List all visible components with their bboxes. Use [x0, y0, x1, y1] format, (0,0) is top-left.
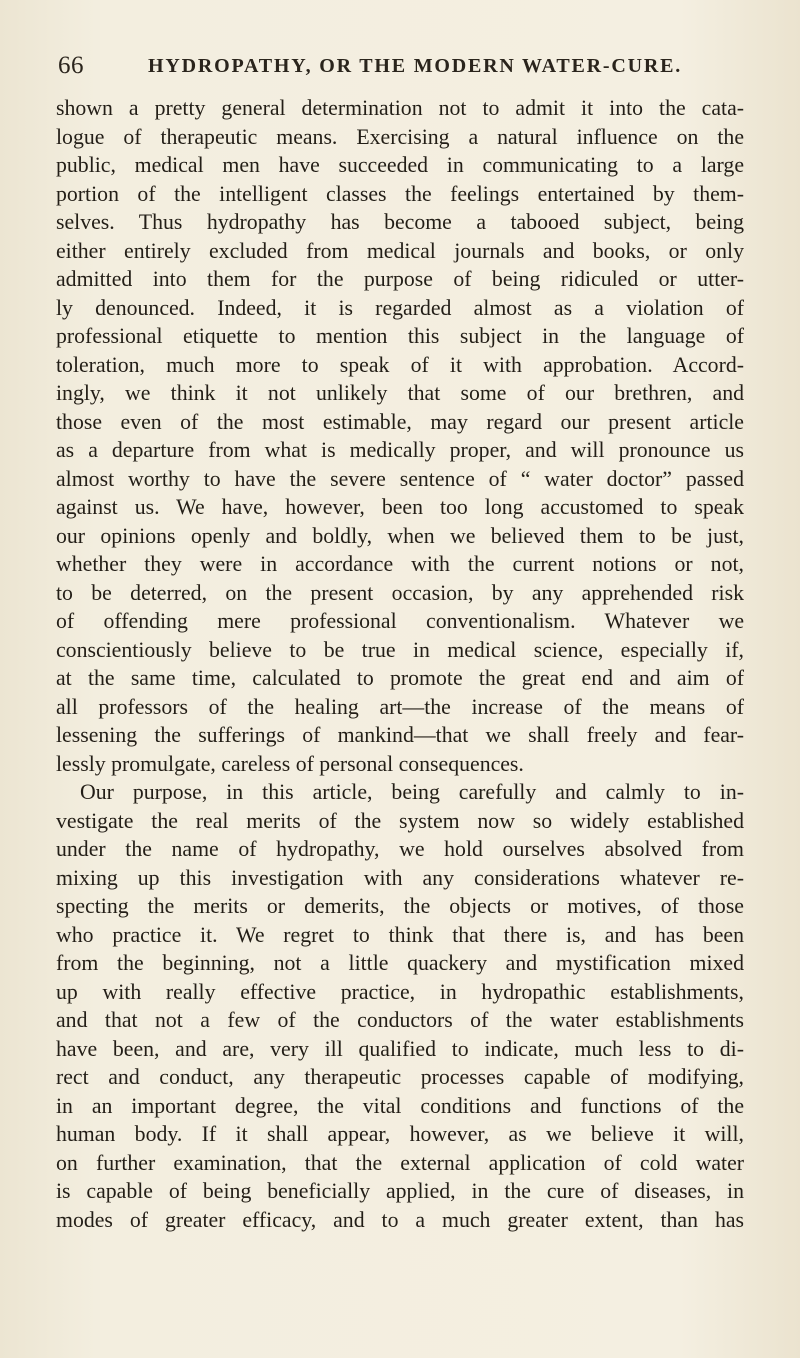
- text-line: portion of the intelligent classes the feelings entertained by them-: [56, 181, 744, 206]
- text-line: have been, and are, very ill qualified to indicate, much less to di-: [56, 1036, 744, 1061]
- text-line: at the same time, calculated to promote the great end and aim of: [56, 666, 744, 690]
- running-title: HYDROPATHY, OR THE MODERN WATER-CURE.: [148, 55, 683, 77]
- text-line: toleration, much more to speak of it with approbation. Accord-: [56, 352, 744, 377]
- text-line: against us. We have, however, been too long accustomed to speak: [56, 495, 744, 519]
- text-line: in an important degree, the vital conditions and functions of the: [56, 1093, 744, 1118]
- text-line: modes of greater efficacy, and to a much greater extent, than has: [56, 1207, 744, 1232]
- text-line: shown a pretty general determination not to admit it into the cata-: [56, 96, 744, 120]
- text-line: on further examination, that the external application of cold water: [56, 1150, 744, 1175]
- text-line: under the name of hydropathy, we hold ourselves absolved from: [56, 837, 744, 861]
- paragraph-start-line: Our purpose, in this article, being carefully and calmly to in-: [80, 780, 744, 804]
- text-line: human body. If it shall appear, however, as we believe it will,: [56, 1122, 744, 1146]
- text-line: lessening the sufferings of mankind—that we shall freely and fear-: [56, 723, 744, 747]
- text-line: mixing up this investigation with any considerations whatever re-: [56, 865, 744, 890]
- text-line: public, medical men have succeeded in communicating to a large: [56, 153, 744, 177]
- text-line: who practice it. We regret to think that there is, and has been: [56, 922, 744, 947]
- text-line: all professors of the healing art—the increase of the means of: [56, 694, 744, 719]
- text-line: whether they were in accordance with the current notions or not,: [56, 552, 744, 576]
- text-line: of offending mere professional conventionalism. Whatever we: [56, 609, 744, 633]
- text-line: up with really effective practice, in hydropathic establishments,: [56, 979, 744, 1004]
- text-line: almost worthy to have the severe sentence of “ water doctor” passed: [56, 466, 744, 491]
- text-line: as a departure from what is medically proper, and will pronounce us: [56, 438, 744, 462]
- text-line: rect and conduct, any therapeutic processes capable of modifying,: [56, 1065, 744, 1089]
- text-line: either entirely excluded from medical journals and books, or only: [56, 238, 744, 263]
- text-line: ly denounced. Indeed, it is regarded almost as a violation of: [56, 295, 744, 320]
- text-line: from the beginning, not a little quackery and mystification mixed: [56, 951, 744, 975]
- paragraph-end-line: lessly promulgate, careless of personal consequences.: [56, 751, 524, 776]
- text-line: and that not a few of the conductors of the water establishments: [56, 1008, 744, 1032]
- text-line: is capable of being beneficially applied, in the cure of diseases, in: [56, 1179, 744, 1203]
- text-line: admitted into them for the purpose of being ridiculed or utter-: [56, 267, 744, 291]
- text-line: conscientiously believe to be true in medical science, especially if,: [56, 637, 744, 662]
- text-line: specting the merits or demerits, the objects or motives, of those: [56, 894, 744, 918]
- text-line: professional etiquette to mention this subject in the language of: [56, 324, 744, 348]
- text-line: logue of therapeutic means. Exercising a natural influence on the: [56, 124, 744, 149]
- text-line: vestigate the real merits of the system now so widely established: [56, 808, 744, 833]
- text-line: our opinions openly and boldly, when we believed them to be just,: [56, 523, 744, 548]
- page-number: 66: [58, 52, 84, 79]
- text-line: to be deterred, on the present occasion, by any apprehended risk: [56, 580, 744, 605]
- body-text: [56, 94, 744, 1234]
- text-line: those even of the most estimable, may regard our present article: [56, 409, 744, 434]
- text-line: ingly, we think it not unlikely that some of our brethren, and: [56, 381, 744, 405]
- page-header: [58, 46, 738, 86]
- text-line: selves. Thus hydropathy has become a tabooed subject, being: [56, 210, 744, 234]
